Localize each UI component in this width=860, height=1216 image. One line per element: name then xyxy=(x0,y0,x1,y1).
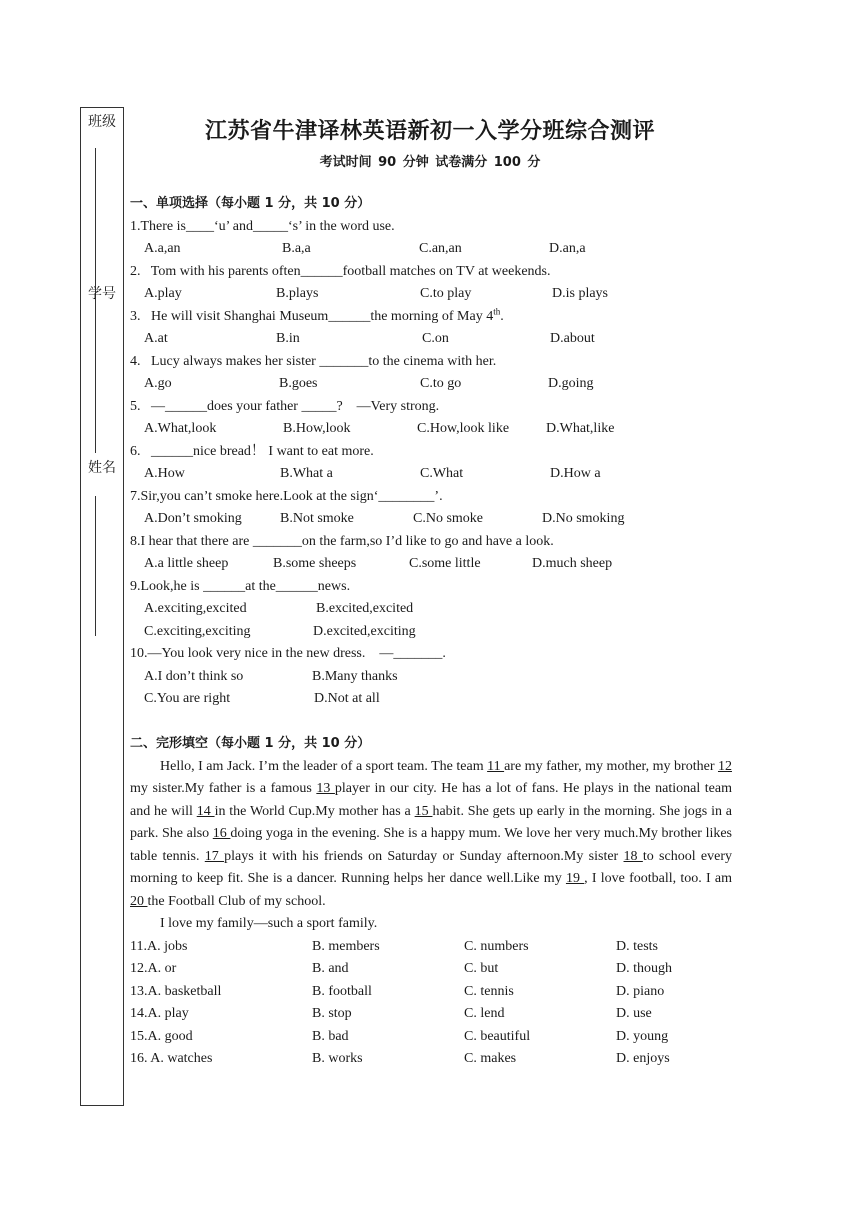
option-b[interactable]: B.What a xyxy=(280,466,333,481)
student-id-label: 学号 xyxy=(88,286,116,302)
question-stem-end: . xyxy=(500,308,504,324)
passage-text: my sister.My father is a famous xyxy=(130,781,317,796)
passage-closing: I love my family—such a sport family. xyxy=(160,916,378,931)
blank-17[interactable]: 17 xyxy=(204,848,225,864)
cloze-options-row xyxy=(130,1003,732,1026)
option-d[interactable]: D.No smoking xyxy=(542,511,625,526)
option-d[interactable]: D.going xyxy=(548,376,594,391)
option-d[interactable]: D. tests xyxy=(616,938,658,954)
question-options xyxy=(130,598,732,621)
option-b[interactable]: B.plays xyxy=(276,286,319,301)
option-d[interactable]: D.How a xyxy=(550,466,601,481)
option-b[interactable]: B.Many thanks xyxy=(312,668,398,684)
passage-text: player in our city. He has a lot of fans. He plays in the national team and he will xyxy=(130,781,732,819)
option-a[interactable]: 14.A. play xyxy=(130,1006,189,1021)
name-field-line[interactable] xyxy=(95,496,96,636)
option-d[interactable]: D. piano xyxy=(616,983,665,999)
passage-text: doing yoga in the evening. She is a happy mum. We love her very much.My brother likes table tennis. xyxy=(130,826,733,864)
question-options xyxy=(130,508,732,531)
option-b[interactable]: B. and xyxy=(312,961,349,976)
option-a[interactable]: A.What,look xyxy=(144,421,217,436)
passage-text: to school every morning to keep fit. She is a dancer. Running helps her dance well.Like my xyxy=(130,848,732,886)
question-stem: 7.Sir,you can’t smoke here.Look at the sign‘________’. xyxy=(130,488,443,504)
question-stem: 6. ______nice bread！ I want to eat more. xyxy=(130,443,374,459)
question-options xyxy=(130,463,732,486)
exam-subtitle: 考试时间 90 分钟 试卷满分 100 分 xyxy=(319,155,541,170)
option-a[interactable]: A.go xyxy=(144,376,172,391)
blank-13[interactable]: 13 xyxy=(316,781,335,796)
blank-19[interactable]: 19 xyxy=(565,871,585,886)
blank-12[interactable]: 12 xyxy=(717,758,732,774)
question-options xyxy=(130,418,732,441)
option-a[interactable]: A.exciting,excited xyxy=(144,601,247,616)
blank-20[interactable]: 20 xyxy=(130,893,148,909)
passage-text: plays it with his friends on Saturday or Sunday afternoon.My sister xyxy=(224,848,624,864)
option-d[interactable]: D. though xyxy=(616,961,672,976)
option-c[interactable]: C.an,an xyxy=(419,241,462,256)
option-c[interactable]: C.What xyxy=(420,466,464,481)
option-b[interactable]: B. football xyxy=(312,983,372,999)
option-a[interactable]: A.I don’t think so xyxy=(144,668,244,684)
blank-14[interactable]: 14 xyxy=(196,803,215,819)
passage-text: habit. She gets up early in the morning. She jogs in a park. She also xyxy=(130,803,733,841)
name-label: 姓名 xyxy=(88,460,116,476)
question-options xyxy=(130,621,732,644)
section1-heading: 一、单项选择（每小题 1 分，共 10 分） xyxy=(130,196,371,211)
option-d[interactable]: D.excited,exciting xyxy=(313,623,416,639)
option-a[interactable]: A.Don’t smoking xyxy=(144,511,242,526)
option-c[interactable]: C. but xyxy=(464,961,499,976)
passage-text: in the World Cup.My mother has a xyxy=(214,803,415,819)
option-b[interactable]: B. stop xyxy=(312,1006,352,1021)
blank-11[interactable]: 11 xyxy=(487,758,505,774)
option-c[interactable]: C.to go xyxy=(420,376,462,391)
question-options xyxy=(130,283,732,306)
option-c[interactable]: C.to play xyxy=(420,286,472,301)
option-a[interactable]: 16. A. watches xyxy=(130,1051,213,1066)
question-stem: 2. Tom with his parents often______football matches on TV at weekends. xyxy=(130,263,551,279)
option-d[interactable]: D. use xyxy=(616,1006,652,1021)
question-stem: 1.There is____‘u’ and_____‘s’ in the word use. xyxy=(130,218,395,234)
exam-title: 江苏省牛津译林英语新初一入学分班综合测评 xyxy=(204,119,655,144)
option-a[interactable]: A.a,an xyxy=(144,241,181,256)
option-d[interactable]: D. enjoys xyxy=(616,1051,670,1066)
option-c[interactable]: C.No smoke xyxy=(413,511,483,526)
blank-15[interactable]: 15 xyxy=(414,803,433,819)
cloze-options-row xyxy=(130,1048,732,1071)
option-c[interactable]: C.exciting,exciting xyxy=(144,623,251,639)
question-stem: 10.—You look very nice in the new dress. —_______. xyxy=(130,646,446,661)
student-info-sidebar xyxy=(80,107,124,1106)
option-a[interactable]: A.play xyxy=(144,286,182,301)
option-d[interactable]: D.an,a xyxy=(549,241,586,256)
option-d[interactable]: D.much sheep xyxy=(532,556,613,571)
exam-content xyxy=(130,193,732,1071)
option-c[interactable]: C. beautiful xyxy=(464,1028,531,1044)
cloze-options-row xyxy=(130,1026,732,1049)
option-c[interactable]: C. lend xyxy=(464,1006,505,1021)
option-d[interactable]: D.about xyxy=(550,331,595,346)
option-c[interactable]: C.How,look like xyxy=(417,421,510,436)
class-label: 班级 xyxy=(88,114,116,130)
option-d[interactable]: D.Not at all xyxy=(314,691,380,706)
option-a[interactable]: A.a little sheep xyxy=(144,556,229,571)
question-options xyxy=(130,373,732,396)
option-a[interactable]: 15.A. good xyxy=(130,1028,193,1044)
cloze-options-row xyxy=(130,958,732,981)
section2-heading: 二、完形填空（每小题 1 分，共 10 分） xyxy=(130,736,371,751)
option-a[interactable]: 11.A. jobs xyxy=(130,938,188,954)
passage-text: Hello, I am Jack. I’m the leader of a sport team. The team xyxy=(160,758,488,774)
option-c[interactable]: C.on xyxy=(422,331,449,346)
section-spacer xyxy=(130,711,732,734)
cloze-options-row xyxy=(130,981,732,1004)
option-b[interactable]: B. members xyxy=(312,938,380,954)
option-c[interactable]: C. numbers xyxy=(464,938,529,954)
question-options xyxy=(130,688,732,711)
option-b[interactable]: B. works xyxy=(312,1051,363,1066)
blank-16[interactable]: 16 xyxy=(212,826,231,841)
option-b[interactable]: B.in xyxy=(276,331,300,346)
passage-text: , I love football, too. I am xyxy=(584,871,733,886)
question-options xyxy=(130,238,732,261)
option-b[interactable]: B.goes xyxy=(279,376,318,391)
passage-text: are my father, my mother, my brother xyxy=(504,758,718,774)
option-b[interactable]: B.some sheeps xyxy=(273,556,357,571)
blank-18[interactable]: 18 xyxy=(623,848,643,864)
option-c[interactable]: C. tennis xyxy=(464,983,514,999)
question-options xyxy=(130,328,732,351)
option-c[interactable]: C.You are right xyxy=(144,691,231,706)
option-a[interactable]: A.How xyxy=(144,466,185,481)
question-options xyxy=(130,553,732,576)
option-a[interactable]: A.at xyxy=(144,331,168,346)
option-b[interactable]: B.Not smoke xyxy=(280,511,354,526)
option-d[interactable]: D.is plays xyxy=(552,286,608,301)
question-options xyxy=(130,666,732,689)
question-stem: 8.I hear that there are _______on the farm,so I’d like to go and have a look. xyxy=(130,533,554,549)
option-b[interactable]: B.How,look xyxy=(283,421,351,436)
passage-text: the Football Club of my school. xyxy=(147,893,326,909)
cloze-options-row xyxy=(130,936,732,959)
option-b[interactable]: B. bad xyxy=(312,1028,349,1044)
option-d[interactable]: D. young xyxy=(616,1028,669,1044)
option-b[interactable]: B.a,a xyxy=(282,241,311,256)
superscript-th: th xyxy=(493,305,501,316)
option-b[interactable]: B.excited,excited xyxy=(316,601,414,616)
option-d[interactable]: D.What,like xyxy=(546,421,615,436)
option-a[interactable]: 12.A. or xyxy=(130,961,177,976)
option-c[interactable]: C. makes xyxy=(464,1051,517,1066)
option-c[interactable]: C.some little xyxy=(409,556,481,571)
cloze-passage xyxy=(130,756,732,914)
question-stem: 4. Lucy always makes her sister _______to the cinema with her. xyxy=(130,353,497,369)
option-a[interactable]: 13.A. basketball xyxy=(130,983,222,999)
question-stem xyxy=(130,306,732,329)
student-id-field-line[interactable] xyxy=(95,323,96,453)
question-stem: 5. —______does your father _____? —Very strong. xyxy=(130,398,440,414)
question-stem-text: 3. He will visit Shanghai Museum______the morning of May 4 xyxy=(130,308,494,324)
question-stem: 9.Look,he is ______at the______news. xyxy=(130,578,351,594)
